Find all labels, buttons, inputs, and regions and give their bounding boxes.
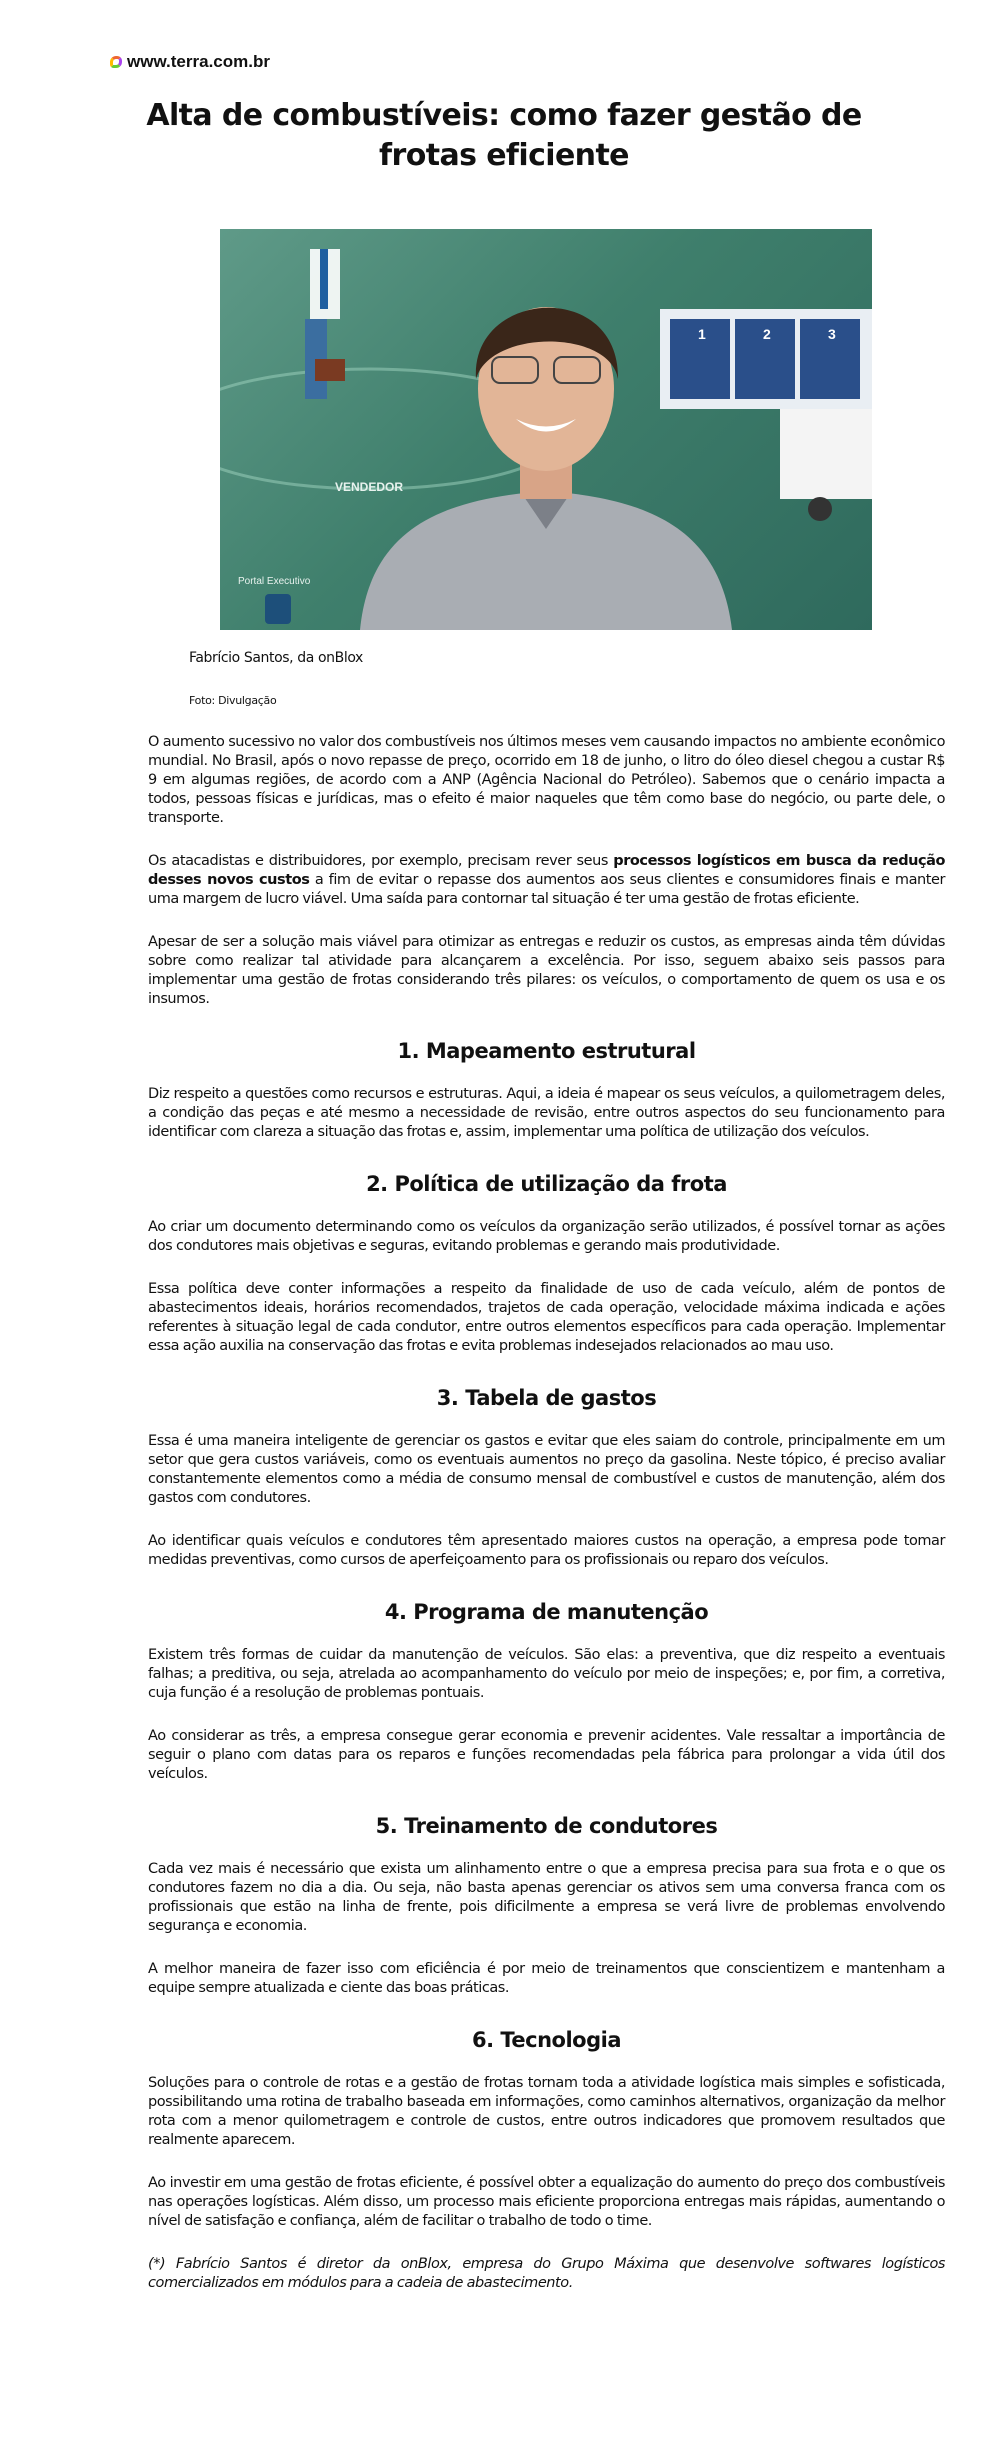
article-body xyxy=(148,733,945,2317)
section-paragraph: Cada vez mais é necessário que exista um alinhamento entre o que a empresa precisa para sua frota e o que os condutores fazem no dia a dia. Ou seja, não basta apenas gerenciar os ativos sem uma conversa franca com os profissionais que estão na linha de frente, pois dificilmente a empresa se verá livre de problemas envolvendo segurança e economia. xyxy=(148,1861,945,1934)
section-paragraph: Soluções para o controle de rotas e a gestão de frotas tornam toda a atividade logística mais simples e sofisticada, possibilitando uma rotina de trabalho baseada em informações, como caminhos alternativos, organização da melhor rota com a menor quilometragem e controle de custos, entre outros indicadores que promovem resultados que realmente aparecem. xyxy=(148,2075,945,2148)
briefcase-icon xyxy=(315,359,345,381)
truck-wheel xyxy=(808,497,832,521)
intro-paragraph: Apesar de ser a solução mais viável para otimizar as entregas e reduzir os custos, as empresas ainda têm dúvidas sobre como realizar tal atividade para alcançarem a excelência. Por isso, seguem abaixo seis passos para implementar uma gestão de frotas considerando três pilares: os veículos, o comportamento de quem os usa e os insumos. xyxy=(148,934,945,1007)
section-paragraph: Ao investir em uma gestão de frotas eficiente, é possível obter a equalização do aumento do preço dos combustíveis nas operações logísticas. Além disso, um processo mais eficiente proporciona entregas mais rápidas, aumentando o nível de satisfação e confiança, além de facilitar o trabalho de todo o time. xyxy=(148,2175,945,2229)
section-paragraph: A melhor maneira de fazer isso com eficiência é por meio de treinamentos que conscientizem e mantenham a equipe sempre atualizada e ciente das boas práticas. xyxy=(148,1961,945,1996)
section-heading: 6. Tecnologia xyxy=(471,2028,622,2052)
dock-number: 3 xyxy=(828,326,836,342)
section-paragraph: Diz respeito a questões como recursos e estruturas. Aqui, a ideia é mapear os seus veículos, a quilometragem deles, a condição das peças e até mesmo a necessidade de revisão, entre outros aspectos do seu funcionamento para identificar com clareza a situação das frotas e, assim, implementar uma política de utilização dos veículos. xyxy=(148,1086,945,1140)
section-heading: 3. Tabela de gastos xyxy=(436,1386,657,1410)
section-paragraph: Existem três formas de cuidar da manutenção de veículos. São elas: a preventiva, que diz respeito a eventuais falhas; a preditiva, ou seja, atrelada ao acompanhamento do veículo por meio de inspeções; e, por fim, a corretiva, cuja função é a resolução de problemas pontuais. xyxy=(148,1647,945,1701)
intro-paragraph: O aumento sucessivo no valor dos combustíveis nos últimos meses vem causando impactos no ambiente econômico mundial. No Brasil, após o novo repasse de preço, ocorrido em 18 de junho, o litro do óleo diesel chegou a custar R$ 9 em algumas regiões, de acordo com a ANP (Agência Nacional do Petróleo). Sabemos que o cenário impacta a todos, pessoas físicas e jurídicas, mas o efeito é maior naqueles que têm como base do negócio, ou parte dele, o transporte. xyxy=(148,734,945,826)
section-paragraph: Essa é uma maneira inteligente de gerenciar os gastos e evitar que eles saiam do controle, principalmente em um setor que gera custos variáveis, como os eventuais aumentos no preço da gasolina. Neste tópico, é preciso avaliar constantemente elementos como a média de consumo mensal de combustível e custos de manutenção, além dos gastos com condutores. xyxy=(148,1433,945,1506)
dock-number: 2 xyxy=(763,326,771,342)
app-icon xyxy=(265,594,291,624)
section-paragraph: Ao criar um documento determinando como os veículos da organização serão utilizados, é possível tornar as ações dos condutores mais objetivas e seguras, evitando problemas e gerando mais produtividade. xyxy=(148,1219,945,1254)
photo-credit: Foto: Divulgação xyxy=(189,694,277,707)
photo-caption: Fabrício Santos, da onBlox xyxy=(189,650,363,666)
site-link[interactable] xyxy=(110,52,270,72)
section-heading: 4. Programa de manutenção xyxy=(384,1600,709,1624)
section-paragraph: Ao considerar as três, a empresa consegue gerar economia e prevenir acidentes. Vale ressaltar a importância de seguir o plano com datas para os reparos e funções recomendadas pela fábrica para prolongar a vida útil dos veículos. xyxy=(148,1728,945,1782)
highlight-text: processos logísticos em busca da redução desses novos custos xyxy=(148,853,945,888)
section-paragraph: Essa política deve conter informações a respeito da finalidade de uso de cada veículo, além de pontos de abastecimentos ideais, horários recomendados, trajetos de cada operação, velocidade máxima indicada e ações referentes à situação legal de cada condutor, entre outros elementos específicos para cada operação. Implementar essa ação auxilia na conservação das frotas e evita problemas indesejados relacionados ao mau uso. xyxy=(148,1281,945,1354)
section-heading: 1. Mapeamento estrutural xyxy=(397,1039,696,1063)
section-heading: 5. Treinamento de condutores xyxy=(375,1814,718,1838)
section-heading: 2. Política de utilização da frota xyxy=(366,1172,727,1196)
section-paragraph: Ao identificar quais veículos e condutores têm apresentado maiores custos na operação, a empresa pode tomar medidas preventivas, como cursos de aperfeiçoamento para os profissionais ou reparo dos veículos. xyxy=(148,1533,945,1568)
sign-text: VENDEDOR xyxy=(335,480,404,494)
dock-number: 1 xyxy=(698,326,706,342)
figure-tie xyxy=(320,249,328,309)
page-title: Alta de combustíveis: como fazer gestão de frotas eficiente xyxy=(146,98,862,173)
terra-logo-icon xyxy=(110,56,122,68)
intro-paragraph: Os atacadistas e distribuidores, por exemplo, precisam rever seus processos logísticos em busca da redução desses novos custos a fim de evitar o repasse dos aumentos aos seus clientes e consumidores finais e manter uma margem de lucro viável. Uma saída para contornar tal situação é ter uma gestão de frotas eficiente. xyxy=(148,853,945,907)
photo-illustration xyxy=(220,229,872,630)
portal-text: Portal Executivo xyxy=(238,576,311,587)
author-footnote: (*) Fabrício Santos é diretor da onBlox, empresa do Grupo Máxima que desenvolve softwares logísticos comercializados em módulos para a cadeia de abastecimento. xyxy=(148,2256,945,2291)
truck xyxy=(780,409,872,499)
site-url: www.terra.com.br xyxy=(127,52,270,71)
author-photo xyxy=(220,229,872,630)
